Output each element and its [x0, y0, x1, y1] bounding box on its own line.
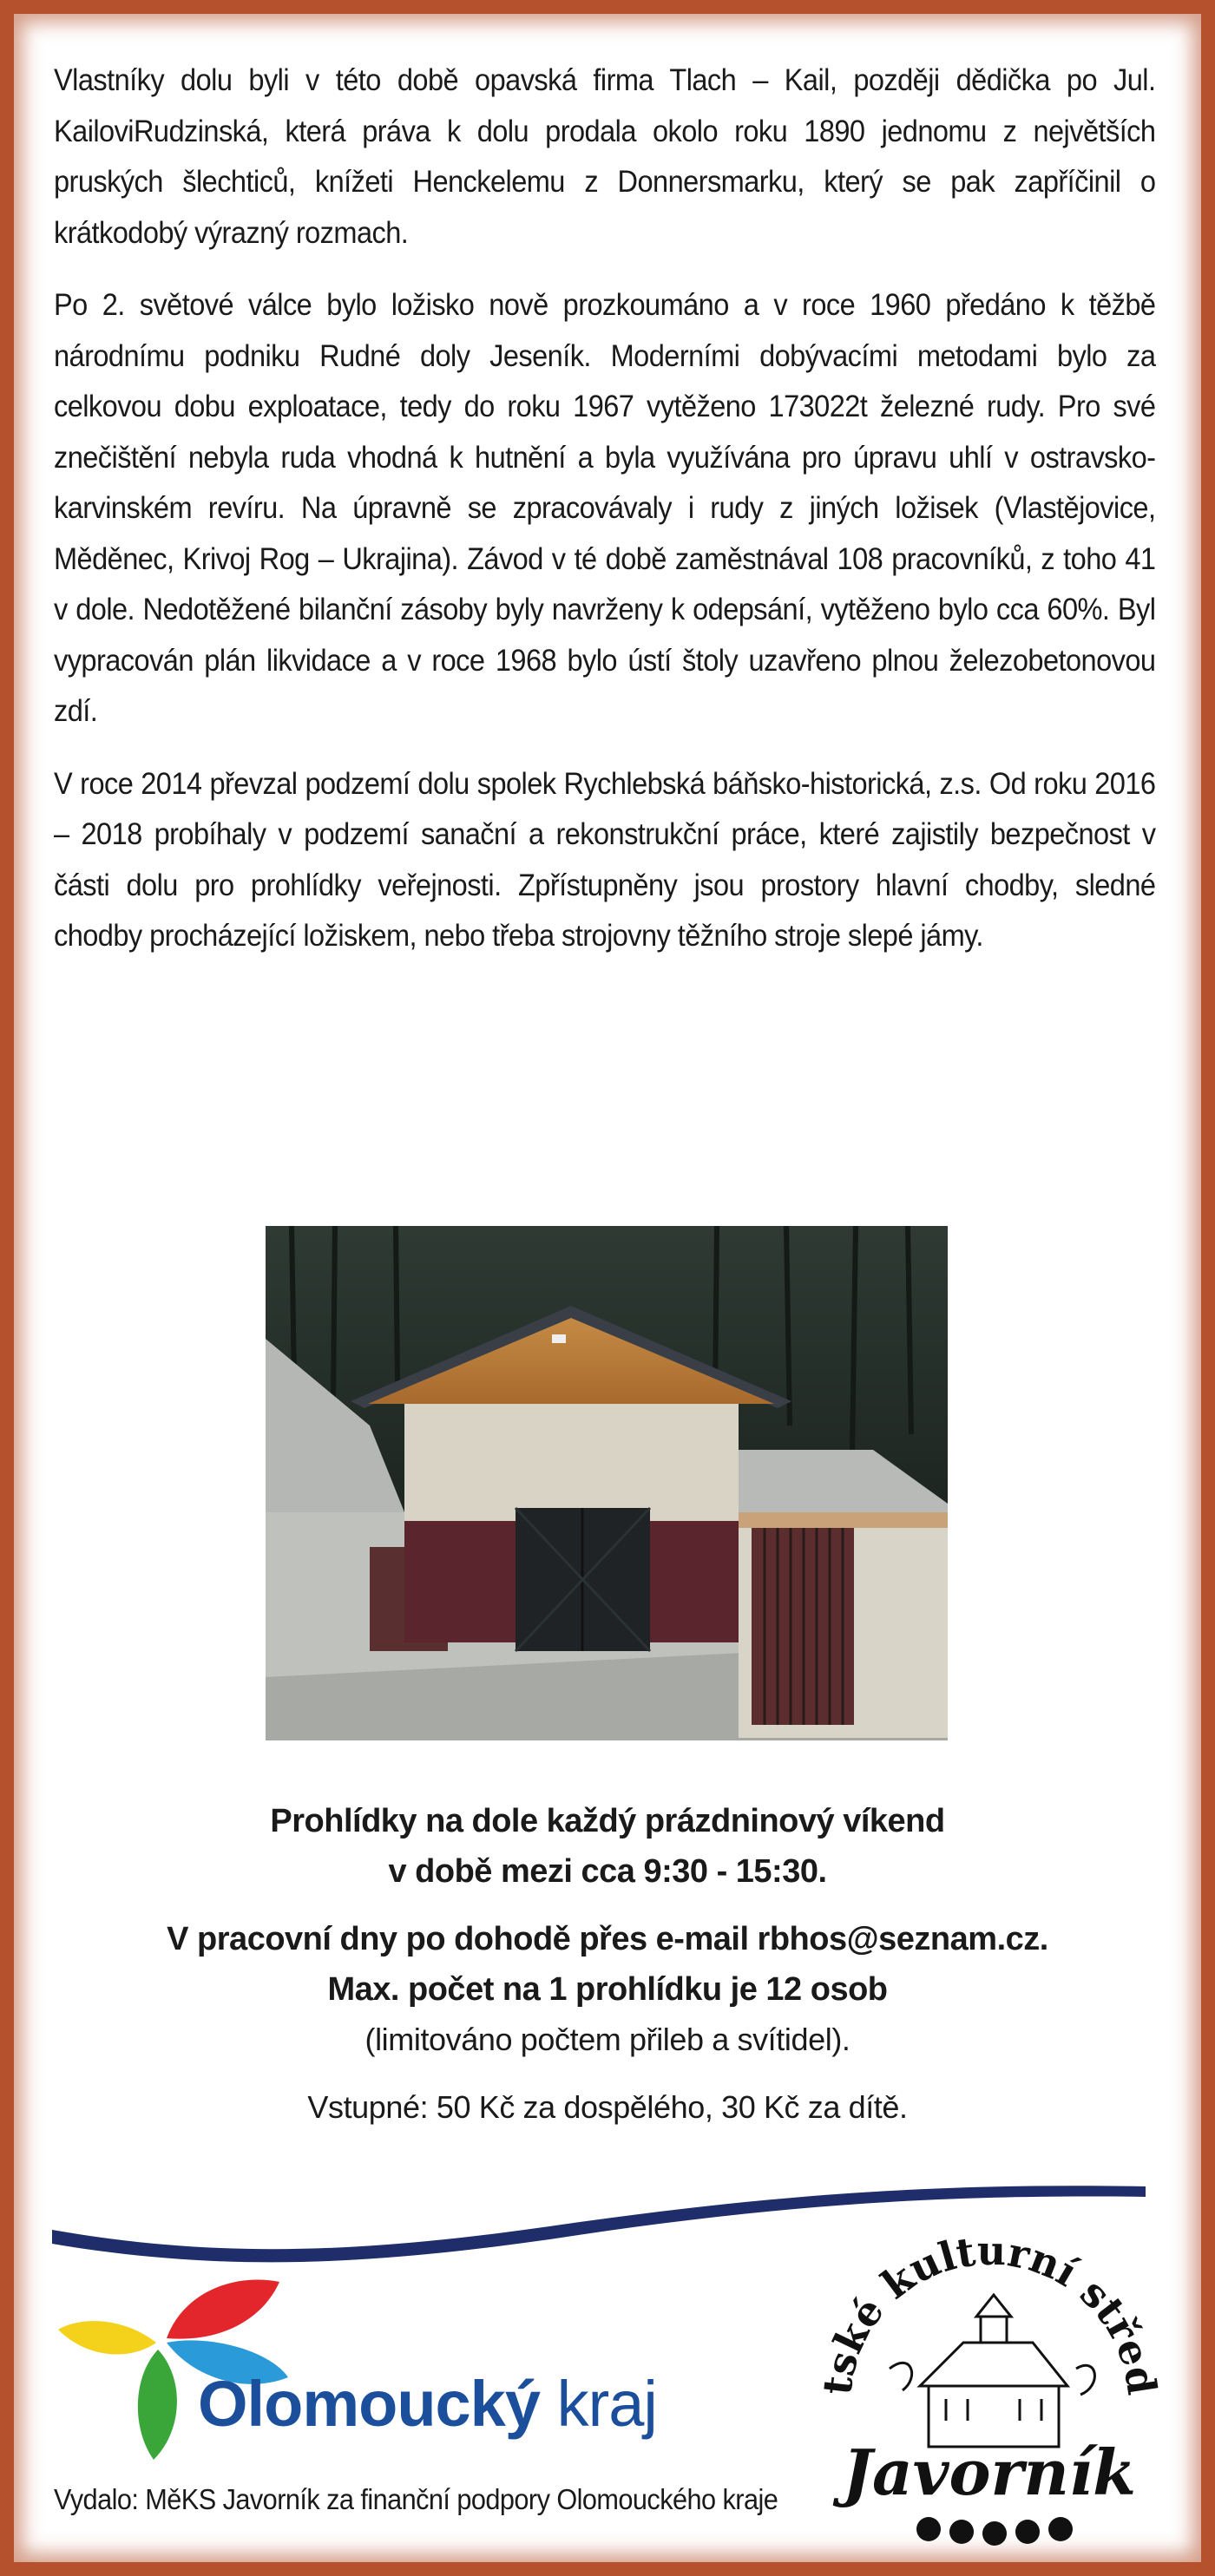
meks-arc-text: tské kulturní střed [816, 2226, 1163, 2398]
tours-line-2: v době mezi cca 9:30 - 15:30. [388, 1853, 827, 1890]
paragraph-owners: Vlastníky dolu byli v této době opavská firma Tlach – Kail, později dědička po Jul. KailoviRudzinská, která práva k dolu prodala okolo roku 1890 jednomu z největších pruských šlechticů, knížeti Henckelemu z Donnersmarku, který se pak zapříčinil o krátkodobý výrazný rozmach. [54, 63, 1156, 250]
article-body [54, 56, 1156, 984]
activity-icons [916, 2517, 1073, 2546]
meks-javornik-logo [816, 2204, 1163, 2560]
admission-price: Vstupné: 50 Kč za dospělého, 30 Kč za dítě. [307, 2089, 908, 2125]
chateau-icon [890, 2295, 1094, 2447]
region-name-light: kraj [556, 2368, 657, 2440]
mine-entrance-photo [266, 1226, 948, 1740]
region-name [198, 2367, 657, 2441]
paragraph-post-war: Po 2. světové válce bylo ložisko nově prozkoumáno a v roce 1960 předáno k těžbě národnímu podniku Rudné doly Jeseník. Moderními dobývacími metodami bylo za celkovou dobu exploatace, tedy do roku 1967 vytěženo 173022t železné rudy. Pro své znečištění nebyla ruda vhodná k hutnění a byla využívána pro úpravu uhlí v ostravsko-karvinském revíru. Na úpravně se zpracovávaly i rudy z jiných ložisek (Vlastějovice, Měděnec, Krivoj Rog – Ukrajina). Závod v té době zaměstnával 108 pracovníků, z toho 41 v dole. Nedotěžené bilanční zásoby byly navrženy k odepsání, vytěženo bylo cca 60%. Byl vypracován plán likvidace a v roce 1968 bylo ústí štoly uzavřeno plnou železobetonovou zdí. [54, 288, 1156, 728]
tours-line-1: Prohlídky na dole každý prázdninový víkend [270, 1803, 945, 1839]
limit-note: (limitováno počtem přileb a svítidel). [364, 2022, 850, 2057]
paragraph-restoration: V roce 2014 převzal podzemí dolu spolek Rychlebská báňsko-historická, z.s. Od roku 2016 – 2018 probíhaly v podzemí sanační a rekonstrukční práce, které zajistily bezpečnost v části dolu pro prohlídky veřejnosti. Zpřístupněny jsou prostory hlavní chodby, sledné chodby procházející ložiskem, nebo třeba strojovny těžního stroje slepé jámy. [54, 766, 1156, 953]
tour-info [0, 1796, 1215, 2133]
max-group-size: Max. počet na 1 prohlídku je 12 osob [327, 1971, 888, 2008]
meks-name: Javorník [842, 2435, 1137, 2509]
weekday-contact: V pracovní dny po dohodě přes e-mail rbhos@seznam.cz. [167, 1921, 1048, 1957]
publisher-note: Vydalo: MěKS Javorník za finanční podpory Olomouckého kraje [54, 2483, 778, 2515]
region-name-bold: Olomoucký [198, 2368, 540, 2440]
